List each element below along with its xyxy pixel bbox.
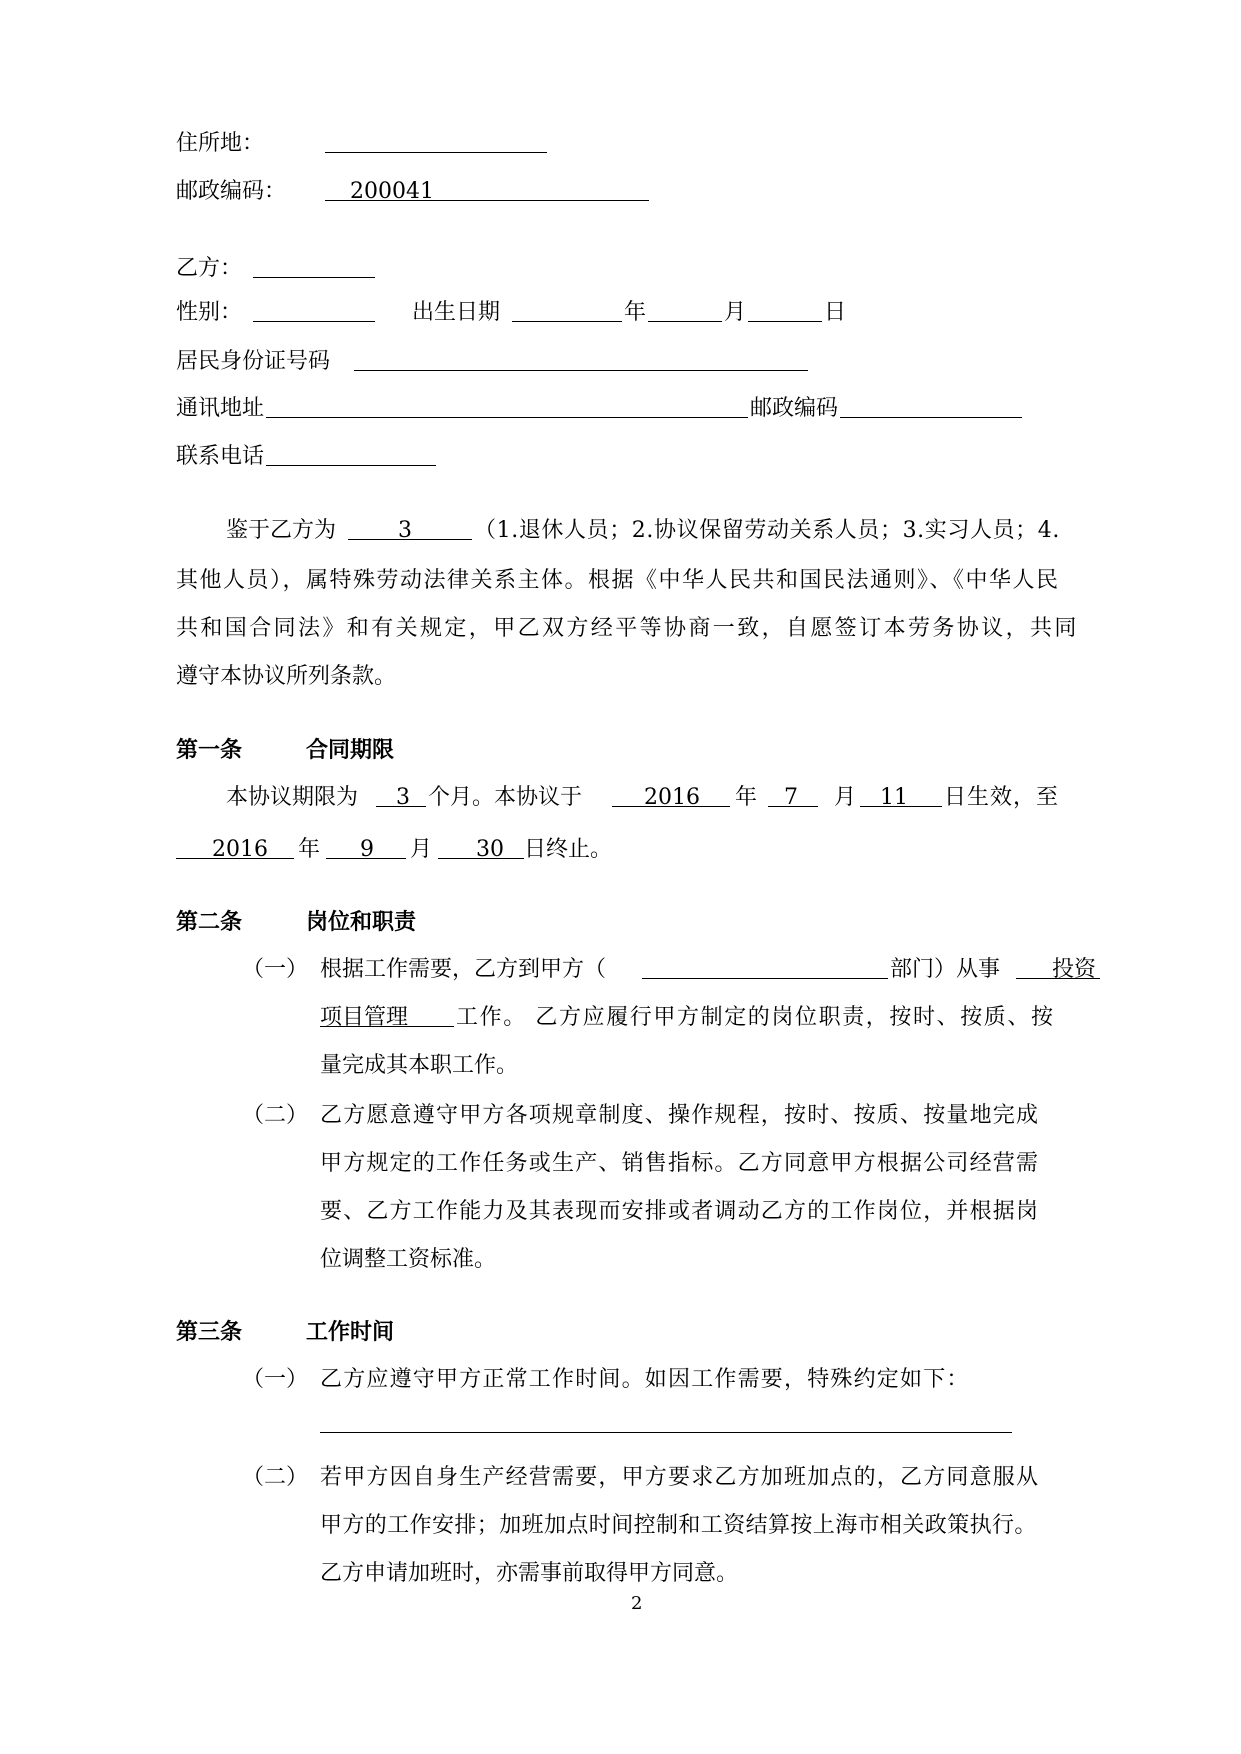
article1-start-year-label: 年 [735,785,758,810]
postcode-value: 200041 [350,179,434,204]
intro-line1-a: 鉴于乙方为 [226,518,337,543]
article2-department-blank [642,978,888,979]
birth-month-blank [648,321,722,322]
article2-item2-line: 乙方愿意遵守甲方各项规章制度、操作规程，按时、按质、按量地完成 [320,1103,1040,1128]
article1-end-month-label: 月 [410,837,433,862]
article1-start-month: 7 [784,785,798,810]
article2-item2-line: 甲方规定的工作任务或生产、销售指标。乙方同意甲方根据公司经营需 [320,1151,1040,1176]
id-blank [354,370,808,371]
birth-day-blank [748,321,822,322]
gender-label: 性别： [176,300,243,325]
article3-item1-marker: （一） [242,1367,309,1392]
page-number: 2 [631,1593,643,1614]
phone-blank [266,465,436,466]
birth-year-label: 年 [624,300,647,325]
article2-item2-line: 要、乙方工作能力及其表现而安排或者调动乙方的工作岗位，并根据岗 [320,1199,1040,1224]
gender-blank [253,321,375,322]
intro-line2: 其他人员），属特殊劳动法律关系主体。根据《中华人民共和国民法通则》、《中华人民 [176,568,1060,593]
address-blank [266,417,748,418]
article3-item2-marker: （二） [242,1465,309,1490]
article2-item1-job-b: 项目管理 [320,1005,409,1030]
article1-text-d: 日终止。 [524,837,613,862]
article3-number: 第三条 [176,1319,243,1345]
article3-item2-line: 乙方申请加班时，亦需事前取得甲方同意。 [320,1561,739,1586]
article2-item1-job-a: 投资 [1052,957,1097,982]
article2-item2-marker: （二） [242,1103,309,1128]
article1-text-b: 个月。本协议于 [428,785,583,810]
residence-blank [325,152,547,153]
article2-number: 第二条 [176,909,243,935]
article2-title: 岗位和职责 [306,909,417,935]
article2-item1-b: 部门）从事 [890,957,1001,982]
article3-item2-line: 若甲方因自身生产经营需要，甲方要求乙方加班加点的，乙方同意服从 [320,1465,1040,1490]
address-postcode-label: 邮政编码 [750,396,839,421]
article2-item2-line: 位调整工资标准。 [320,1247,497,1272]
article3-title: 工作时间 [306,1319,395,1345]
party-b-label: 乙方： [176,256,243,281]
postcode-label: 邮政编码： [176,179,287,204]
article2-item1-d: 量完成其本职工作。 [320,1053,519,1078]
article2-item1-a: 根据工作需要，乙方到甲方（ [320,957,607,982]
article1-title: 合同期限 [306,737,395,763]
address-postcode-blank [840,417,1022,418]
article1-end-day: 30 [476,837,504,862]
article1-end-year-label: 年 [298,837,321,862]
intro-line4: 遵守本协议所列条款。 [176,664,397,689]
address-label: 通讯地址 [176,396,265,421]
birth-day-label: 日 [824,300,847,325]
article1-start-year: 2016 [644,785,700,810]
article3-special-agreement-blank [320,1432,1012,1433]
article1-start-month-label: 月 [834,785,857,810]
intro-type-value: 3 [398,518,412,543]
article2-item1-c: 工作。 乙方应履行甲方制定的岗位职责，按时、按质、按 [456,1005,1055,1030]
birth-label: 出生日期 [412,300,501,325]
birth-year-blank [512,321,622,322]
article1-text-a: 本协议期限为 [226,785,359,810]
birth-month-label: 月 [724,300,747,325]
article1-end-month: 9 [360,837,374,862]
intro-line3: 共和国合同法》和有关规定，甲乙双方经平等协商一致，自愿签订本劳务协议，共同 [176,616,1079,641]
party-b-name-blank [253,277,375,278]
article1-months: 3 [396,785,410,810]
article1-end-year: 2016 [212,837,268,862]
residence-label: 住所地： [176,131,265,156]
article1-text-c: 日生效，至 [944,785,1060,810]
phone-label: 联系电话 [176,444,265,469]
article3-item2-line: 甲方的工作安排；加班加点时间控制和工资结算按上海市相关政策执行。 [320,1513,1037,1538]
intro-line1-b: （1.退休人员；2.协议保留劳动关系人员；3.实习人员；4. [474,518,1060,543]
article2-item1-marker: （一） [242,957,309,982]
id-label: 居民身份证号码 [176,349,331,374]
article1-number: 第一条 [176,737,243,763]
article1-start-day: 11 [880,785,908,810]
article3-item1-text: 乙方应遵守甲方正常工作时间。如因工作需要，特殊约定如下： [320,1367,970,1392]
